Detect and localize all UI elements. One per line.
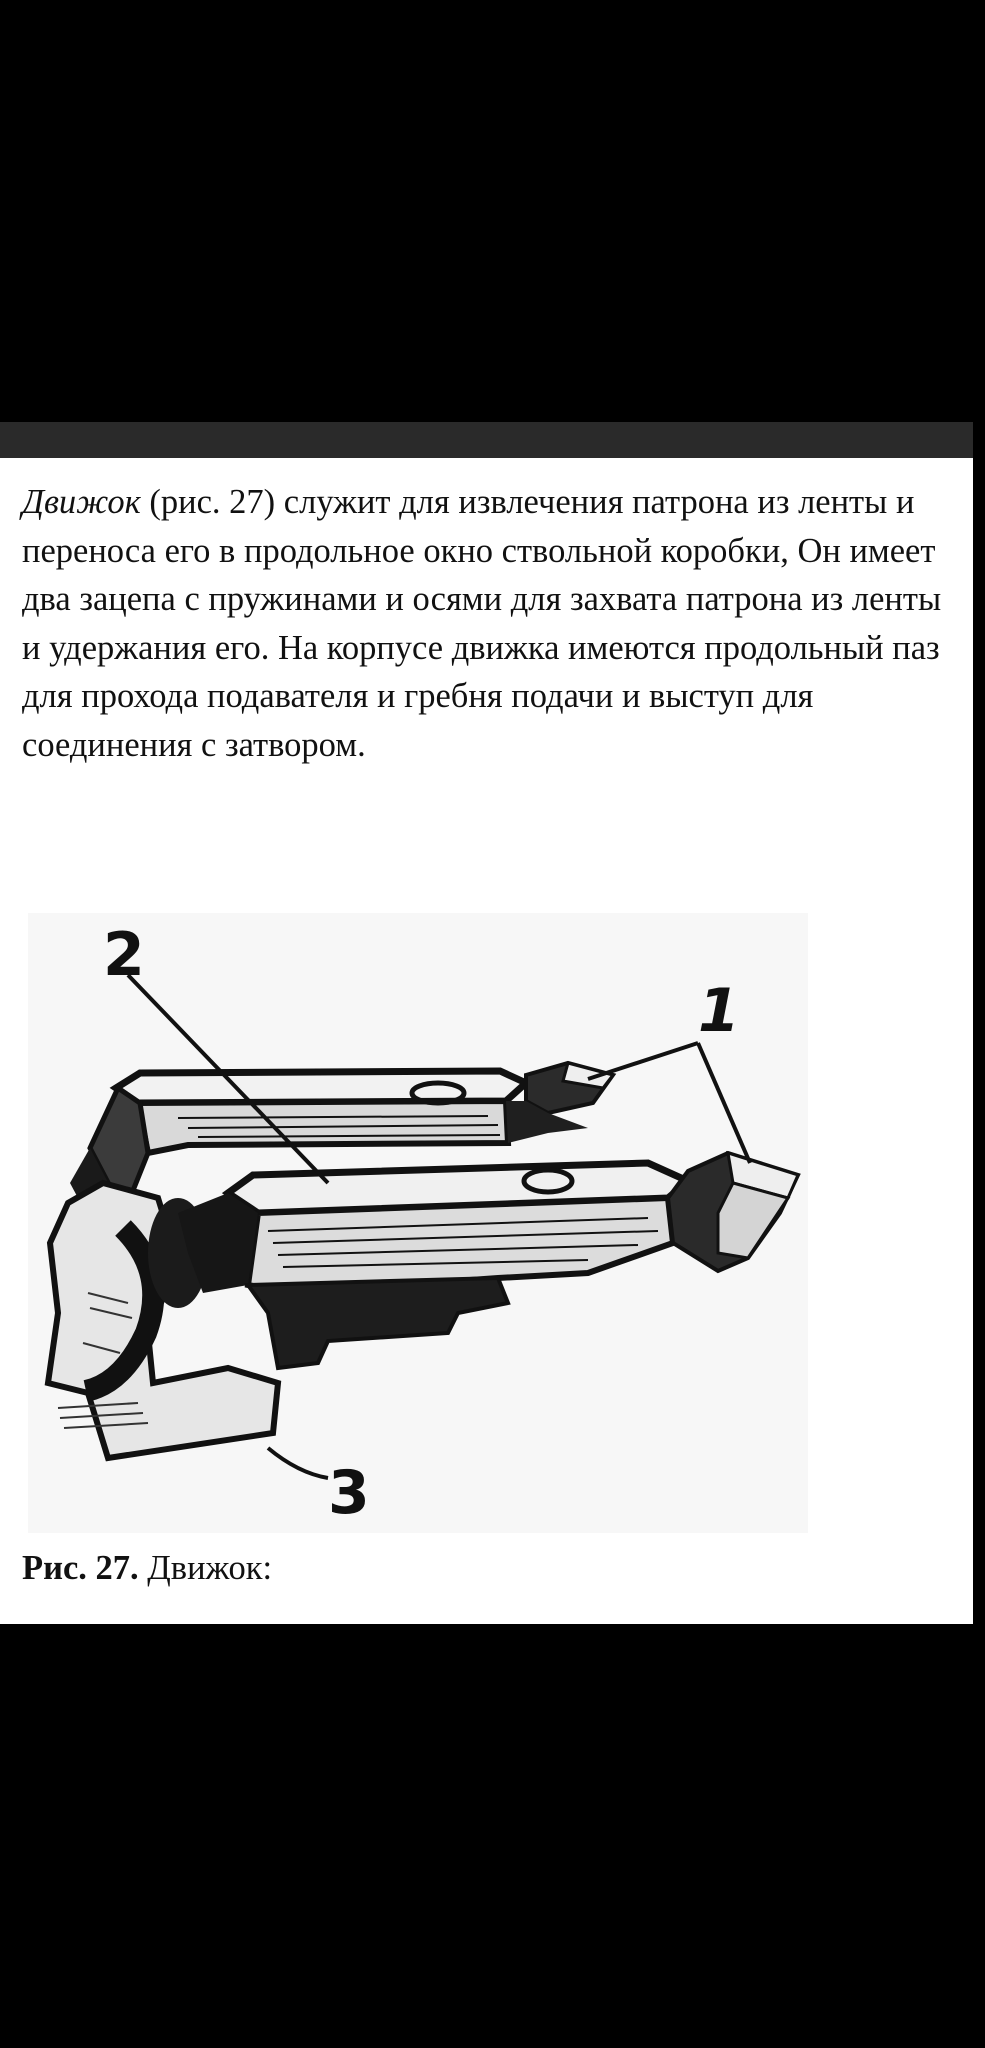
callout-1: 1 (698, 976, 740, 1046)
slider-drawing (28, 913, 808, 1533)
caption-label: Рис. 27. (22, 1549, 139, 1587)
document-page (0, 458, 973, 1624)
figure-27-illustration (28, 913, 808, 1533)
body-paragraph (22, 478, 957, 769)
top-black-area (0, 0, 985, 422)
defined-term: Движок (22, 483, 141, 521)
bottom-black-area (0, 1624, 985, 2048)
caption-text: Движок: (138, 1549, 273, 1587)
right-edge-strip (973, 422, 985, 1624)
figure-caption (22, 1546, 272, 1590)
callout-2: 2 (103, 920, 145, 990)
top-divider-band (0, 422, 985, 458)
paragraph-text: (рис. 27) служит для извлечения патрона из ленты и переноса его в продольное окно ствольной коробки, Он имеет два зацепа с пружинами и осями для захвата патрона из ленты и удержания его. На корпусе движка имеются продольный паз для прохода подавателя и гребня подачи и выступ для соединения с затвором. (22, 483, 942, 764)
callout-3: 3 (328, 1458, 370, 1528)
